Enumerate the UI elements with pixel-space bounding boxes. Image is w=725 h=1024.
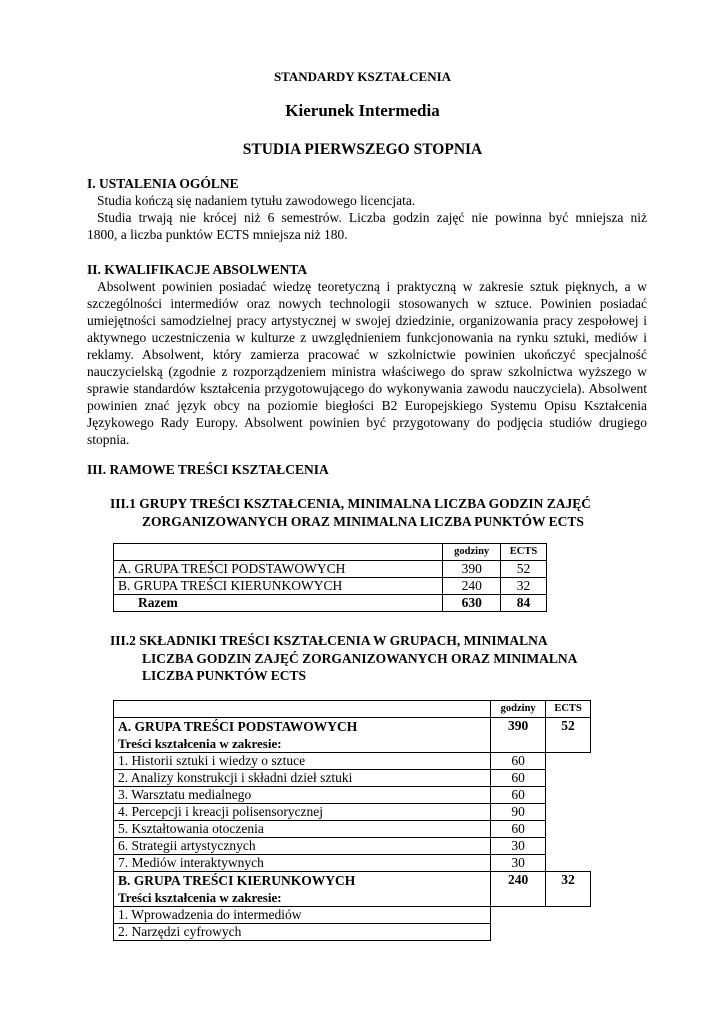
table1-total-ects: 84 <box>500 595 546 612</box>
subsection-3-2-line2: LICZBA GODZIN ZAJĘĆ ZORGANIZOWANYCH ORAZ MINIMALNA <box>142 650 578 666</box>
table-row <box>114 753 591 770</box>
table1-header-blank <box>114 544 443 561</box>
section-1 <box>87 175 647 243</box>
table2-empty-cell <box>491 924 546 941</box>
table2-empty-cell <box>546 787 591 804</box>
table-row <box>114 924 591 941</box>
subsection-3-1-heading <box>110 495 670 530</box>
table2-item-hours: 30 <box>491 838 546 855</box>
subsection-3-1-line2: ZORGANIZOWANYCH ORAZ MINIMALNA LICZBA PUNKTÓW ECTS <box>142 513 584 529</box>
table-row <box>114 907 591 924</box>
table2-item-hours: 30 <box>491 855 546 872</box>
table2-empty-cell <box>546 907 591 924</box>
table1-row-ects: 52 <box>500 561 546 578</box>
table2-empty-cell <box>546 753 591 770</box>
table1-row-name: A. GRUPA TREŚCI PODSTAWOWYCH <box>114 561 443 578</box>
table2-item-name: 1. Wprowadzenia do intermediów <box>114 907 491 924</box>
components-table <box>113 700 591 941</box>
section-3-heading: III. RAMOWE TREŚCI KSZTAŁCENIA <box>87 462 329 477</box>
subsection-3-2-line3: LICZBA PUNKTÓW ECTS <box>142 668 307 683</box>
table2-empty-cell <box>546 855 591 872</box>
table1-total-label: Razem <box>114 595 443 612</box>
groups-summary-table <box>113 543 547 612</box>
table2-item-name: 1. Historii sztuki i wiedzy o sztuce <box>114 753 491 770</box>
subsection-3-1-line1: III.1 GRUPY TREŚCI KSZTAŁCENIA, MINIMALNA LICZBA GODZIN ZAJĘĆ <box>110 496 591 511</box>
table-row <box>114 838 591 855</box>
table-row <box>114 787 591 804</box>
table2-item-hours: 90 <box>491 804 546 821</box>
section-1-p1: Studia kończą się nadaniem tytułu zawodowego licencjata. <box>97 193 416 208</box>
table2-item-name: 2. Analizy konstrukcji i składni dzieł sztuki <box>114 770 491 787</box>
section-2-heading: II. KWALIFIKACJE ABSOLWENTA <box>87 262 308 277</box>
table2-groupB-hours: 240 <box>491 872 546 907</box>
table2-item-name: 4. Percepcji i kreacji polisensorycznej <box>114 804 491 821</box>
table2-empty-cell <box>546 770 591 787</box>
section-2 <box>87 261 647 448</box>
table2-empty-cell <box>491 907 546 924</box>
table2-item-hours: 60 <box>491 770 546 787</box>
table1-header-ects: ECTS <box>500 544 546 561</box>
table2-groupB-cell <box>114 872 491 907</box>
table-row <box>114 770 591 787</box>
table-row <box>114 821 591 838</box>
section-1-heading: I. USTALENIA OGÓLNE <box>87 176 239 191</box>
table1-header-hours: godziny <box>443 544 501 561</box>
table2-item-name: 2. Narzędzi cyfrowych <box>114 924 491 941</box>
subsection-3-2-line1: III.2 SKŁADNIKI TREŚCI KSZTAŁCENIA W GRUPACH, MINIMALNA <box>110 633 548 648</box>
table2-groupA-subtitle: Treści kształcenia w zakresie: <box>118 736 282 751</box>
section-1-p2-line1: Studia trwają nie krócej niż 6 semestrów. Liczba godzin zajęć nie powinna być mniejsza niż <box>97 210 647 225</box>
table2-empty-cell <box>546 924 591 941</box>
table2-item-name: 3. Warsztatu medialnego <box>114 787 491 804</box>
table1-total-hours: 630 <box>443 595 501 612</box>
table-row <box>114 804 591 821</box>
table2-groupB-subtitle: Treści kształcenia w zakresie: <box>118 890 282 905</box>
table2-item-name: 6. Strategii artystycznych <box>114 838 491 855</box>
section-1-p2-line2: 1800, a liczba punktów ECTS mniejsza niż 180. <box>87 227 348 242</box>
table2-header-ects: ECTS <box>546 701 591 718</box>
table2-groupA-title: A. GRUPA TREŚCI PODSTAWOWYCH <box>118 719 358 734</box>
table2-groupB-title: B. GRUPA TREŚCI KIERUNKOWYCH <box>118 873 356 888</box>
table-row <box>114 561 547 578</box>
field-title: Kierunek Intermedia <box>285 101 440 120</box>
table2-item-hours: 60 <box>491 787 546 804</box>
level-title: STUDIA PIERWSZEGO STOPNIA <box>242 141 483 158</box>
table1-row-hours: 390 <box>443 561 501 578</box>
section-2-text: Absolwent powinien posiadać wiedzę teoretyczną i praktyczną w zakresie sztuk pięknych, a w szczególności intermediów oraz nowych technologii stosowanych w sztuce. Powinien posiadać umiejętności samodzielnej pracy artystycznej w swojej dziedzinie, organizowania pracy zespołowej i aktywnego uczestniczenia w kulturze z uwzględnieniem funkcjonowania na rynku sztuki, mediów i reklamy. Absolwent, który zamierza pracować w szkolnictwie powinien ukończyć specjalność nauczycielską (zgodnie z rozporządzeniem ministra właściwego do spraw szkolnictwa wyższego w sprawie standardów kształcenia przygotowującego do wykonywania zawodu nauczyciela). Absolwent powinien znać język obcy na poziomie biegłości B2 Europejskiego Systemu Opisu Kształcenia Językowego Rady Europy. Absolwent powinien być przygotowany do podjęcia studiów drugiego stopnia. <box>87 279 647 447</box>
table2-empty-cell <box>546 838 591 855</box>
table2-item-hours: 60 <box>491 821 546 838</box>
table1-row-hours: 240 <box>443 578 501 595</box>
table1-row-name: B. GRUPA TREŚCI KIERUNKOWYCH <box>114 578 443 595</box>
subsection-3-2-heading <box>110 632 670 685</box>
table2-groupA-row <box>114 718 591 753</box>
table1-total-row <box>114 595 547 612</box>
table1-row-ects: 32 <box>500 578 546 595</box>
table-row <box>114 855 591 872</box>
table-row <box>114 578 547 595</box>
doc-title: STANDARDY KSZTAŁCENIA <box>273 69 452 84</box>
table2-empty-cell <box>546 804 591 821</box>
table2-groupB-row <box>114 872 591 907</box>
table2-groupA-cell <box>114 718 491 753</box>
table2-groupA-hours: 390 <box>491 718 546 753</box>
table2-item-name: 5. Kształtowania otoczenia <box>114 821 491 838</box>
table2-header-hours: godziny <box>491 701 546 718</box>
table2-empty-cell <box>546 821 591 838</box>
table2-groupB-ects: 32 <box>546 872 591 907</box>
table2-header-blank <box>114 701 491 718</box>
table2-item-name: 7. Mediów interaktywnych <box>114 855 491 872</box>
table2-groupA-ects: 52 <box>546 718 591 753</box>
table2-item-hours: 60 <box>491 753 546 770</box>
